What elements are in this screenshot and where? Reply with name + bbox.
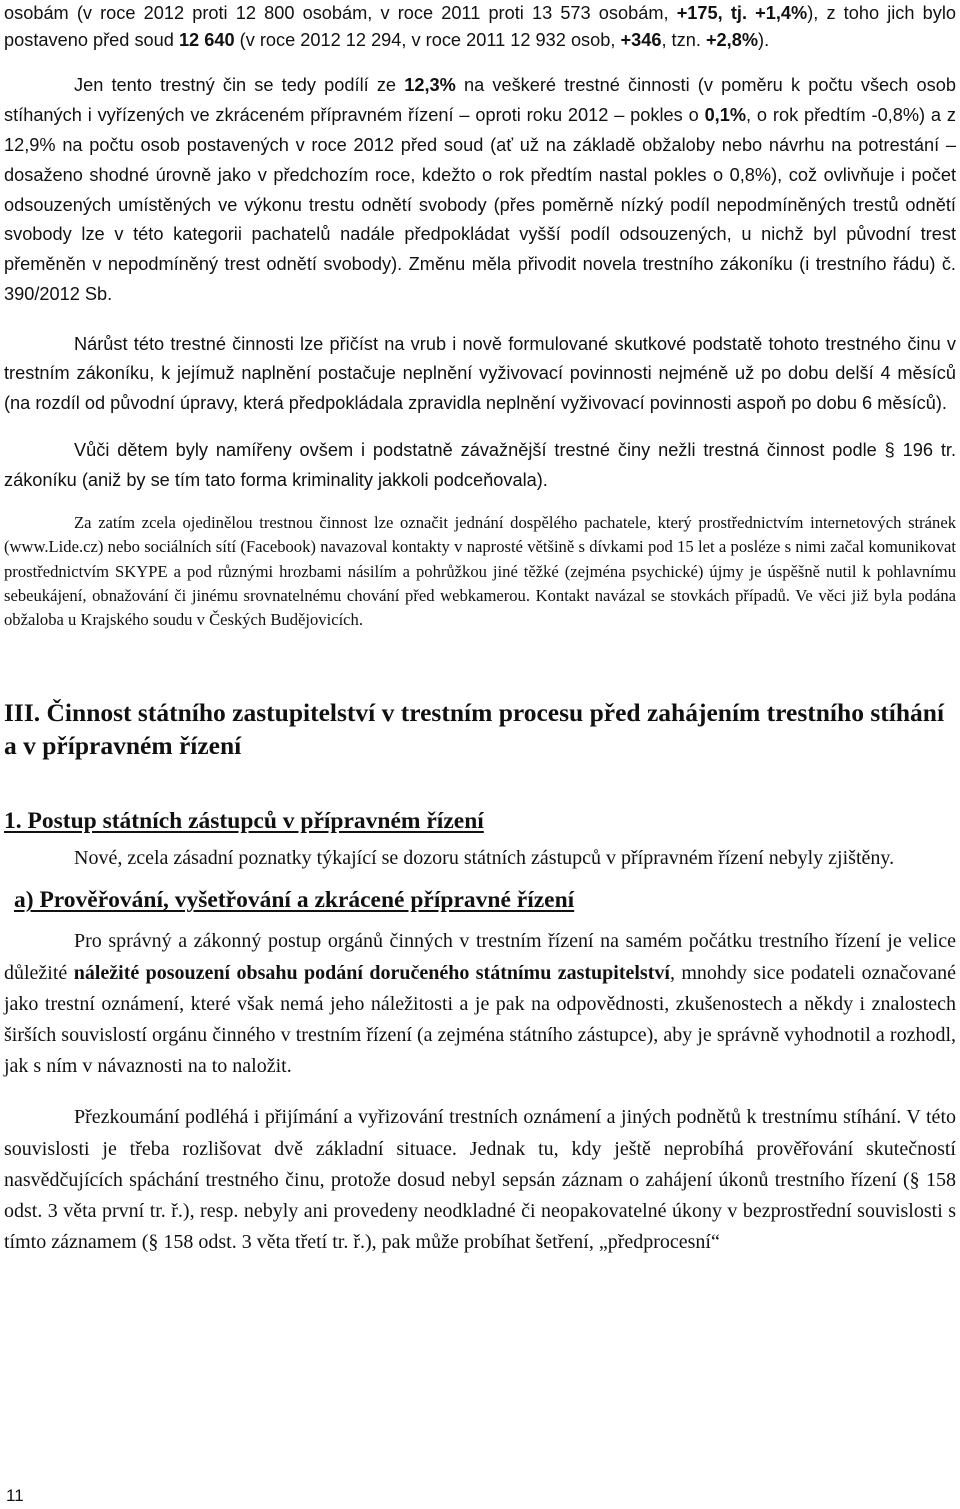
paragraph-proper-procedure: Pro správný a zákonný postup orgánů činných v trestním řízení na samém počátku trestního řízení je velice důležité náležité posouzení obsahu podání doručeného státnímu zastupitelství, mnohdy sice podateli označované jako trestní oznámení, které však nemá jeho náležitosti a je pak na odpovědnosti, zkušenostech a někdy i znalostech širších souvislostí orgánu činného v trestním řízení (a zejména státního zástupce), aby je správně vyhodnotil a rozhodl, jak s ním v návaznosti na to naložit.	[4, 930, 956, 1078]
paragraph-unique-crime-case: Za zatím zcela ojedinělou trestnou činnost lze označit jednání dospělého pachatele, který prostřednictvím internetových stránek (www.Lide.cz) nebo sociálních sítí (Facebook) navazoval kontakty v naprosté většině s dívkami pod 15 let a posléze s nimi začal komunikovat prostřednictvím SKYPE a pod různými hrozbami násilím a pohrůžkou jiné těžké (zejména psychické) újmy je úspěšně nutil k pohlavnímu sebeukájení, obnažování či jinému srovnatelnému chování před webkamerou. Kontakt navázal se stovkách případů. Ve věci již byla podána obžaloba u Krajského soudu v Českých Budějovicích.	[4, 513, 956, 630]
paragraph-increase-reason: Nárůst této trestné činnosti lze přičíst na vrub i nově formulované skutkové podstatě tohoto trestného činu v trestním zákoníku, k jejímuž naplnění postačuje neplnění vyživovací povinnosti nejméně už po dobu delší 4 měsíců (na rozdíl od původní úpravy, která předpokládala zpravidla neplnění vyživovací povinnosti aspoň po dobu 6 měsíců).	[4, 333, 956, 413]
subsection-heading-a: a) Prověřování, vyšetřování a zkrácené přípravné řízení	[14, 887, 575, 914]
page-number: 11	[6, 1486, 24, 1505]
subsection-heading-1: 1. Postup státních zástupců v přípravném řízení	[4, 808, 484, 835]
paragraph-review-of-complaints: Přezkoumání podléhá i přijímání a vyřizování trestních oznámení a jiných podnětů k trestnímu stíhání. V této souvislosti je třeba rozlišovat dvě základní situace. Jednak tu, kdy ještě neprobíhá prověřování skutečností nasvědčujících spáchání trestného činu, protože dosud nebyl sepsán záznam o zahájení úkonů trestního řízení (§ 158 odst. 3 věta první tr. ř.), resp. nebyly ani provedeny neodkladné či neopakovatelné úkony v bezprostřední souvislosti s tímto záznamem (§ 158 odst. 3 věta třetí tr. ř.), pak může probíhat šetření, „předprocesní“	[4, 1106, 956, 1254]
paragraph-statistics-intro: osobám (v roce 2012 proti 12 800 osobám, v roce 2011 proti 13 573 osobám, +175, tj. +1,4%), z toho jich bylo postaveno před soud 12 640 (v roce 2012 12 294, v roce 2011 12 932 osob, +346, tzn. +2,8%).	[4, 3, 957, 51]
paragraph-no-new-findings: Nové, zcela zásadní poznatky týkající se dozoru státních zástupců v přípravném řízení nebyly zjištěny.	[74, 847, 895, 870]
paragraph-share-of-crime: Jen tento trestný čin se tedy podílí ze 12,3% na veškeré trestné činnosti (v poměru k počtu všech osob stíhaných i vyřízených ve zkráceném přípravném řízení – oproti roku 2012 – pokles o 0,1%, o rok předtím -0,8%) a z 12,9% na počtu osob postavených v roce 2012 před soud (ať už na základě obžaloby nebo návrhu na potrestání – dosaženo shodné úrovně jako v předchozím roce, kdežto o rok předtím nastal pokles o 0,8%), což ovlivňuje i počet odsouzených umístěných ve výkonu trestu odnětí svobody (přes poměrně nízký podíl nepodmíněných trestů odnětí svobody lze v této kategorii pachatelů nadále předpokládat vyšší podíl odsouzených, u nichž byl původní trest přeměněn v nepodmíněný trest odnětí svobody). Změnu měla přivodit novela trestního zákoníku (i trestního řádu) č. 390/2012 Sb.	[4, 75, 956, 304]
section-heading: III. Činnost státního zastupitelství v trestním procesu před zahájením trestního stíhání a v přípravném řízení	[4, 698, 945, 761]
document-page	[4, 0, 956, 1258]
paragraph-crimes-against-children: Vůči dětem byly namířeny ovšem i podstatně závažnější trestné činy nežli trestná činnost podle § 196 tr. zákoníku (aniž by se tím tato forma kriminality jakkoli podceňovala).	[4, 440, 956, 490]
